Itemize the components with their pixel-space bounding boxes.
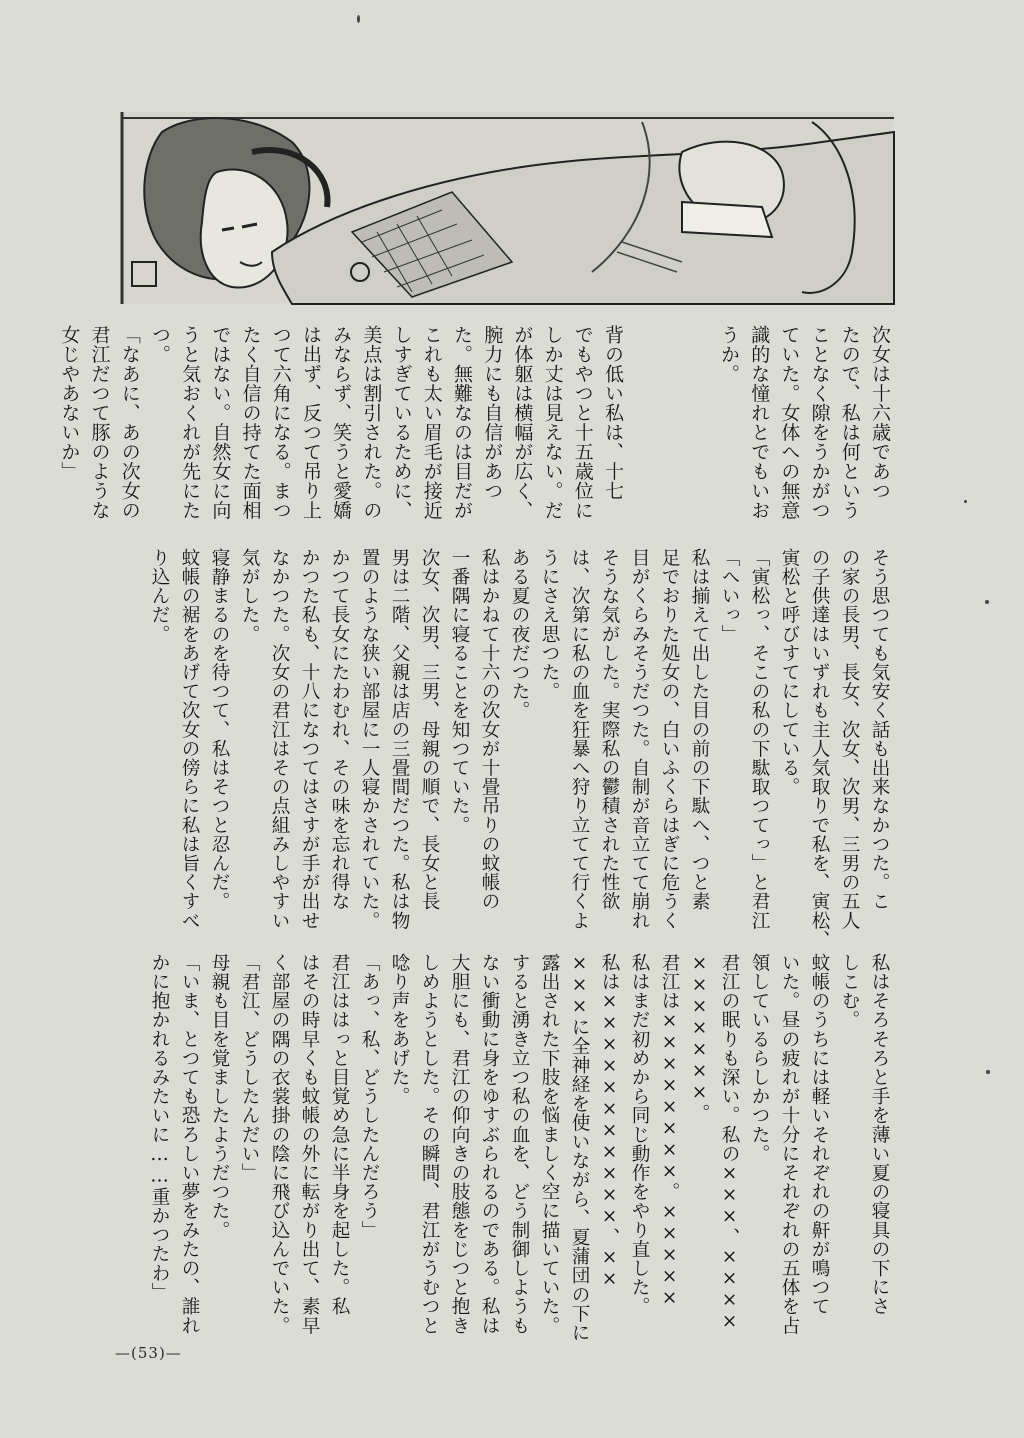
line: 唸り声をあげた。: [389, 953, 410, 1106]
line: 「いま、とつても恐ろしい夢をみたの、誰れ: [179, 953, 200, 1335]
line: 寅松と呼びすてにしている。: [779, 548, 800, 797]
line: ことなく隙をうかがつ: [808, 325, 831, 520]
column-top-right: [655, 325, 895, 525]
line: 寝静まるのを待つて、私はそつと忍んだ。: [209, 548, 230, 911]
line: 母親も目を覚ましたようだつた。: [209, 953, 230, 1240]
line: ではない。自然女に向: [209, 325, 232, 520]
paper-speck: [964, 500, 967, 503]
line: 蚊帳のうちには軽いそれぞれの鼾が鳴つて: [809, 953, 830, 1316]
page-number: —(53)—: [115, 1344, 182, 1362]
line: かに抱かれるみたいに……重かつたわ」: [149, 953, 170, 1302]
line: うにさえ思つた。: [539, 548, 560, 701]
line: く部屋の隅の衣裳掛の陰に飛び込んでいた。: [269, 953, 290, 1335]
column-bottom: [122, 953, 894, 1343]
line: でもやつと十五歳位に: [571, 325, 594, 520]
line: たので、私は何という: [838, 325, 861, 520]
line: かつた私も、十八になつてはさすが手が出せ: [299, 548, 320, 930]
line: ×××に全神経を使いながら、夏蒲団の下に: [569, 953, 590, 1343]
line: 領しているらしかつた。: [749, 953, 770, 1164]
line: これも太い眉毛が接近: [420, 325, 443, 520]
paper-speck: [986, 1070, 990, 1074]
column-middle: [122, 548, 894, 950]
line: みならず、笑うと愛嬌: [330, 325, 353, 520]
line: 「へいっ」: [719, 548, 740, 644]
line: はその時早くも蚊帳の外に転がり出て、素早: [299, 953, 320, 1335]
line: しすぎているために、: [390, 325, 413, 520]
line: り込んだ。: [149, 548, 170, 644]
line: 足でおりた処女の、白いふくらはぎに危うく: [659, 548, 680, 930]
line: 美点は割引された。の: [360, 325, 383, 520]
line: 蚊帳の裾をあげて次女の傍らに私は旨くすべ: [179, 548, 200, 930]
line: 君江だつて豚のような: [88, 325, 111, 520]
line: 腕力にも自信があつ: [481, 325, 504, 501]
line: 置のような狭い部屋に一人寝かされていた。: [359, 548, 380, 930]
line: ない衝動に身をゆすぶられるのである。私は: [479, 953, 500, 1335]
line: 私は揃えて出した目の前の下駄へ、つと素: [689, 548, 710, 911]
line: 私はそろそろと手を薄い夏の寝具の下にさ: [869, 953, 890, 1316]
paper-speck: [985, 600, 989, 604]
line: 君江の眠りも深い。私の×××、××××: [719, 953, 740, 1333]
line: が体躯は横幅が広く、: [511, 325, 534, 520]
line: 男は二階、父親は店の三畳間だつた。私は物: [389, 548, 410, 930]
line: たく自信の持てた面相: [239, 325, 262, 520]
line: 「なあに、あの次女の: [118, 325, 141, 520]
line: 私は×××××××××××、××: [599, 953, 620, 1290]
line: うと気おくれが先にた: [179, 325, 202, 520]
illustration: [122, 112, 894, 304]
line: 識的な憧れとでもいお: [748, 325, 771, 520]
line: 背の低い私は、十七: [602, 325, 624, 501]
line: つ。: [148, 325, 171, 364]
line: ていた。女体への無意: [778, 325, 801, 520]
line: 大胆にも、君江の仰向きの肢態をじつと抱き: [449, 953, 470, 1335]
line: そうな気がした。実際私の鬱積された性欲: [599, 548, 620, 911]
line: は出ず、反つて吊り上: [299, 325, 322, 520]
line: 次女は十六歳であつ: [869, 325, 891, 501]
line: 私はまだ初めから同じ動作をやり直した。: [629, 953, 650, 1316]
paper-speck: [357, 15, 360, 23]
line: なかつた。次女の君江はその点組みしやすい: [269, 548, 290, 930]
line: しか丈は見えない。だ: [541, 325, 564, 520]
line: 「あっ、私、どうしたんだろう」: [359, 953, 380, 1240]
line: しめようとした。その瞬間、君江がうむつと: [419, 953, 440, 1335]
line: 私はかねて十六の次女が十畳吊りの蚊帳の: [479, 548, 500, 911]
line: 「君江、どうしたんだい」: [239, 953, 260, 1183]
line: 目がくらみそうだつた。自制が音立てて崩れ: [629, 548, 650, 930]
line: 君江は××××××××。×××××: [659, 953, 680, 1309]
line: 「寅松っ、そこの私の下駄取つてっ」と君江: [749, 548, 770, 930]
line: 気がした。: [239, 548, 260, 644]
line: の子供達はいずれも主人気取りで私を、寅松、: [809, 548, 830, 950]
line: 露出された下肢を悩ましく空に描いていた。: [539, 953, 560, 1335]
sketch-illustration: [122, 112, 894, 304]
line: そう思つても気安く話も出来なかつた。こ: [869, 548, 890, 911]
line: ある夏の夜だつた。: [509, 548, 530, 720]
line: つて六角になる。まつ: [269, 325, 292, 520]
line: た。無難なのは目だが: [450, 325, 473, 520]
line: 君江ははっと目覚め急に半身を起した。私: [329, 953, 350, 1316]
line: の家の長男、長女、次女、次男、三男の五人: [839, 548, 860, 930]
line: いた。昼の疲れが十分にそれぞれの五体を占: [779, 953, 800, 1335]
line: うか。: [717, 325, 740, 384]
line: しこむ。: [839, 953, 860, 1030]
column-top-left: [58, 325, 628, 525]
line: 次女、次男、三男、母親の順で、長女と長: [419, 548, 440, 911]
line: すると湧き立つ私の血を、どう制御しようも: [509, 953, 530, 1335]
line: は、次第に私の血を狂暴へ狩り立てて行くよ: [569, 548, 590, 930]
line: 女じやあないか」: [58, 325, 81, 481]
line: ×××××××。: [689, 953, 710, 1123]
line: かつて長女にたわむれ、その味を忘れ得な: [329, 548, 350, 911]
line: 一番隅に寝ることを知つていた。: [449, 548, 470, 835]
